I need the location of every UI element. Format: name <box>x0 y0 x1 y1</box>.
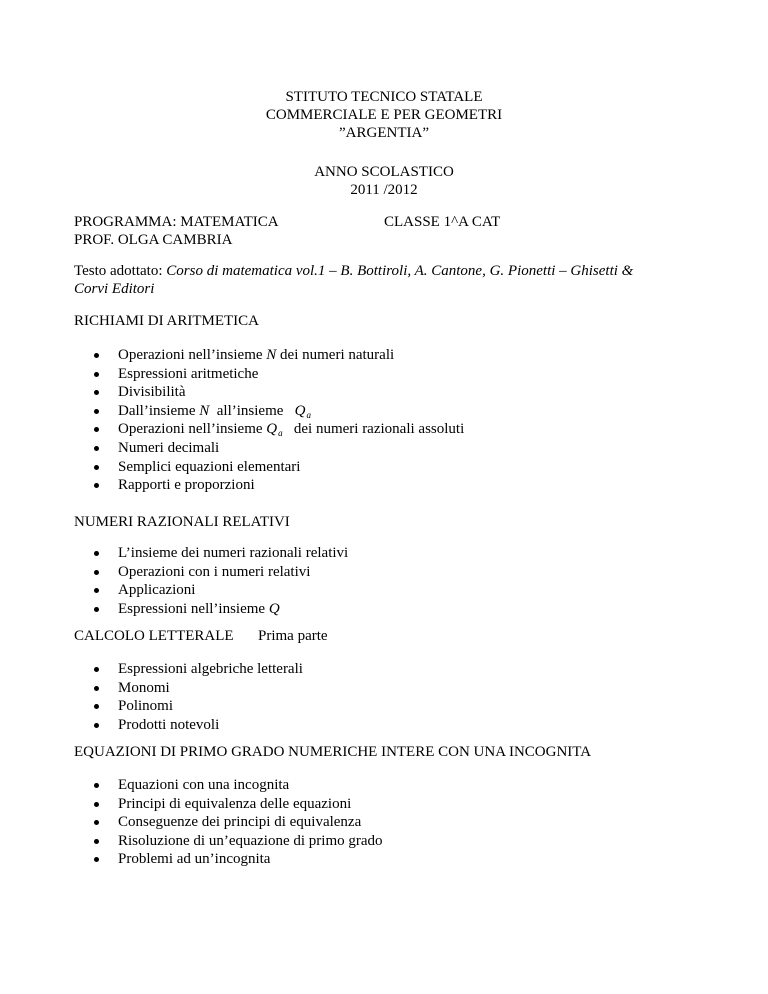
list-item: Rapporti e proporzioni <box>92 476 464 495</box>
section-title-equazioni: EQUAZIONI DI PRIMO GRADO NUMERICHE INTERE CON UNA INCOGNITA <box>74 744 592 760</box>
list-letterale <box>92 660 303 734</box>
list-item: Operazioni con i numeri relativi <box>92 563 348 582</box>
list-item: Divisibilità <box>92 383 464 402</box>
list-item: Espressioni nell’insieme Q <box>92 600 348 619</box>
programma-label: PROGRAMMA: MATEMATICA <box>74 214 279 230</box>
school-year-label: ANNO SCOLASTICO <box>314 164 454 180</box>
list-item: Numeri decimali <box>92 439 464 458</box>
list-item: Prodotti notevoli <box>92 716 303 735</box>
list-item: Espressioni algebriche letterali <box>92 660 303 679</box>
school-year: 2011 /2012 <box>350 182 418 198</box>
list-item: Monomi <box>92 679 303 698</box>
section-title-letterale: CALCOLO LETTERALE <box>74 628 234 644</box>
list-item: Risoluzione di un’equazione di primo grado <box>92 832 383 851</box>
section-subtitle-letterale: Prima parte <box>258 628 328 644</box>
list-item: Operazioni nell’insieme N dei numeri naturali <box>92 346 464 365</box>
textbook-label: Testo adottato: <box>74 263 167 279</box>
list-item: Applicazioni <box>92 581 348 600</box>
list-item: Polinomi <box>92 697 303 716</box>
textbook-line2: Corvi Editori <box>74 281 155 297</box>
list-item: Problemi ad un’incognita <box>92 850 383 869</box>
textbook-line1 <box>74 262 633 280</box>
list-item: Operazioni nell’insieme $Q_a$ dei numeri razionali assoluti <box>92 420 464 439</box>
list-item: Dall’insieme N all’insieme $Q_a$ <box>92 402 464 421</box>
list-item: Principi di equivalenza delle equazioni <box>92 795 383 814</box>
list-item: Conseguenze dei principi di equivalenza <box>92 813 383 832</box>
list-relativi <box>92 544 348 618</box>
list-item: L’insieme dei numeri razionali relativi <box>92 544 348 563</box>
school-name-line1: STITUTO TECNICO STATALE <box>285 89 483 105</box>
section-title-relativi: NUMERI RAZIONALI RELATIVI <box>74 514 290 530</box>
list-item: Espressioni aritmetiche <box>92 365 464 384</box>
school-name-line3: ”ARGENTIA” <box>339 125 429 141</box>
list-item: Equazioni con una incognita <box>92 776 383 795</box>
section-title-aritmetica: RICHIAMI DI ARITMETICA <box>74 313 259 329</box>
list-aritmetica <box>92 346 464 495</box>
class-label: CLASSE 1^A CAT <box>384 214 501 230</box>
list-equazioni <box>92 776 383 869</box>
textbook-title: Corso di matematica vol.1 – B. Bottiroli, A. Cantone, G. Pionetti – Ghisetti & <box>166 263 634 279</box>
professor-name: PROF. OLGA CAMBRIA <box>74 232 233 248</box>
list-item: Semplici equazioni elementari <box>92 458 464 477</box>
school-name-line2: COMMERCIALE E PER GEOMETRI <box>265 107 503 123</box>
